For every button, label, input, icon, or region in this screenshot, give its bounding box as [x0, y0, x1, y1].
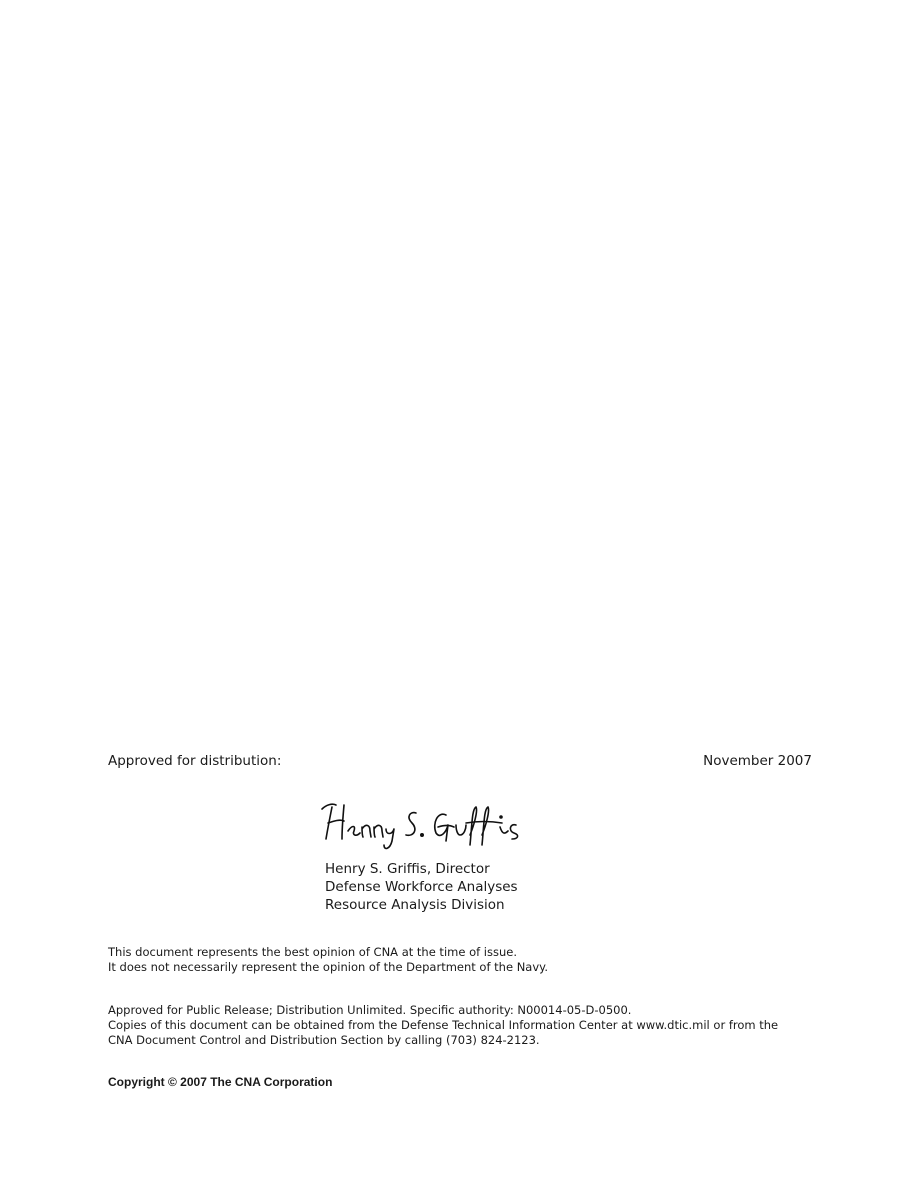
signer-division: Resource Analysis Division: [325, 897, 505, 913]
signer-name-title: Henry S. Griffis, Director: [325, 861, 490, 877]
disclaimer-text: [108, 945, 548, 975]
release-statement: [108, 1003, 808, 1048]
copyright-notice: Copyright © 2007 The CNA Corporation: [108, 1075, 333, 1089]
release-line-1: Approved for Public Release; Distribution Unlimited. Specific authority: N00014-05-D-0500.: [108, 1003, 632, 1017]
disclaimer-line-1: This document represents the best opinion of CNA at the time of issue.: [108, 945, 518, 959]
disclaimer-line-2: It does not necessarily represent the opinion of the Department of the Navy.: [108, 960, 548, 974]
release-line-3: CNA Document Control and Distribution Section by calling (703) 824-2123.: [108, 1033, 540, 1047]
approval-date: November 2007: [703, 753, 812, 769]
signature-image: [318, 795, 548, 855]
signer-block: [325, 860, 518, 914]
signer-department: Defense Workforce Analyses: [325, 879, 518, 895]
approval-label: Approved for distribution:: [108, 753, 282, 769]
release-line-2: Copies of this document can be obtained from the Defense Technical Information Center at www.dtic.mil or from the: [108, 1018, 779, 1032]
